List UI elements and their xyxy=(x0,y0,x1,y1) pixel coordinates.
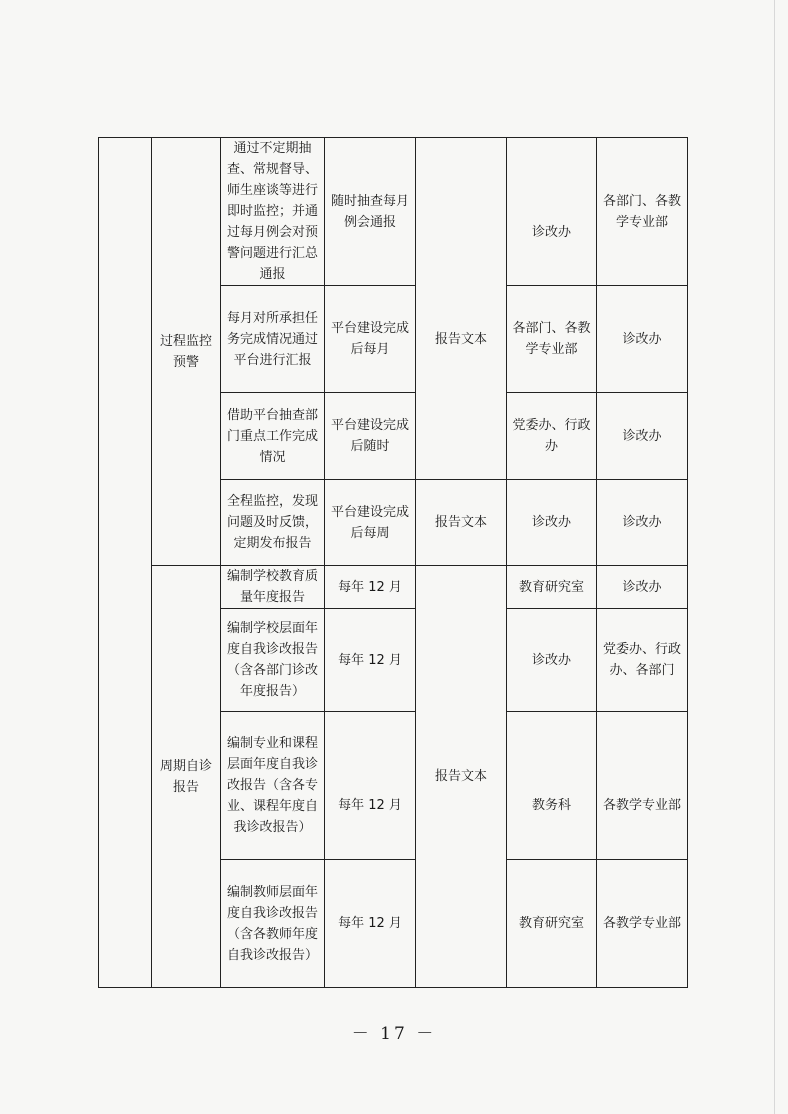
time-cell: 平台建设完成后每月 xyxy=(325,286,416,393)
measure-cell: 编制教师层面年度自我诊改报告（含各教师年度自我诊改报告） xyxy=(221,860,325,988)
cooperating-cell: 诊改办 xyxy=(597,286,688,393)
cooperating-cell: 各教学专业部 xyxy=(597,712,688,860)
cooperating-cell: 诊改办 xyxy=(597,480,688,566)
time-cell: 平台建设完成后随时 xyxy=(325,393,416,480)
responsible-cell: 教育研究室 xyxy=(507,566,597,609)
time-cell: 每年 12 月 xyxy=(325,566,416,609)
measure-cell: 编制学校层面年度自我诊改报告（含各部门诊改年度报告） xyxy=(221,609,325,712)
output-cell: 报告文本 xyxy=(416,480,507,566)
measure-cell: 全程监控，发现问题及时反馈，定期发布报告 xyxy=(221,480,325,566)
category-cell: 过程监控预警 xyxy=(152,138,221,566)
page-number: － 17 － xyxy=(351,1024,437,1044)
cooperating-cell: 各教学专业部 xyxy=(597,860,688,988)
responsible-cell: 教务科 xyxy=(507,712,597,860)
responsible-cell: 诊改办 xyxy=(507,609,597,712)
time-cell: 每年 12 月 xyxy=(325,609,416,712)
time-cell: 每年 12 月 xyxy=(325,860,416,988)
time-cell: 平台建设完成后每周 xyxy=(325,480,416,566)
task-table xyxy=(98,137,688,988)
responsible-cell: 各部门、各教学专业部 xyxy=(507,286,597,393)
cooperating-cell: 党委办、行政办、各部门 xyxy=(597,609,688,712)
category-cell: 周期自诊报告 xyxy=(152,566,221,988)
responsible-cell: 诊改办 xyxy=(507,138,597,286)
blank-first-column xyxy=(99,138,152,988)
responsible-cell: 党委办、行政办 xyxy=(507,393,597,480)
measure-cell: 每月对所承担任务完成情况通过平台进行汇报 xyxy=(221,286,325,393)
output-cell: 报告文本 xyxy=(416,566,507,988)
time-cell: 随时抽查每月例会通报 xyxy=(325,138,416,286)
table-row xyxy=(99,138,688,286)
measure-cell: 编制专业和课程层面年度自我诊改报告（含各专业、课程年度自我诊改报告） xyxy=(221,712,325,860)
cooperating-cell: 各部门、各教学专业部 xyxy=(597,138,688,286)
output-cell: 报告文本 xyxy=(416,138,507,480)
measure-cell: 编制学校教育质量年度报告 xyxy=(221,566,325,609)
cooperating-cell: 诊改办 xyxy=(597,393,688,480)
table-row xyxy=(99,566,688,609)
time-cell: 每年 12 月 xyxy=(325,712,416,860)
measure-cell: 借助平台抽查部门重点工作完成情况 xyxy=(221,393,325,480)
page-edge-line xyxy=(774,0,775,1114)
responsible-cell: 教育研究室 xyxy=(507,860,597,988)
measure-cell: 通过不定期抽查、常规督导、师生座谈等进行即时监控；并通过每月例会对预警问题进行汇总通报 xyxy=(221,138,325,286)
responsible-cell: 诊改办 xyxy=(507,480,597,566)
cooperating-cell: 诊改办 xyxy=(597,566,688,609)
